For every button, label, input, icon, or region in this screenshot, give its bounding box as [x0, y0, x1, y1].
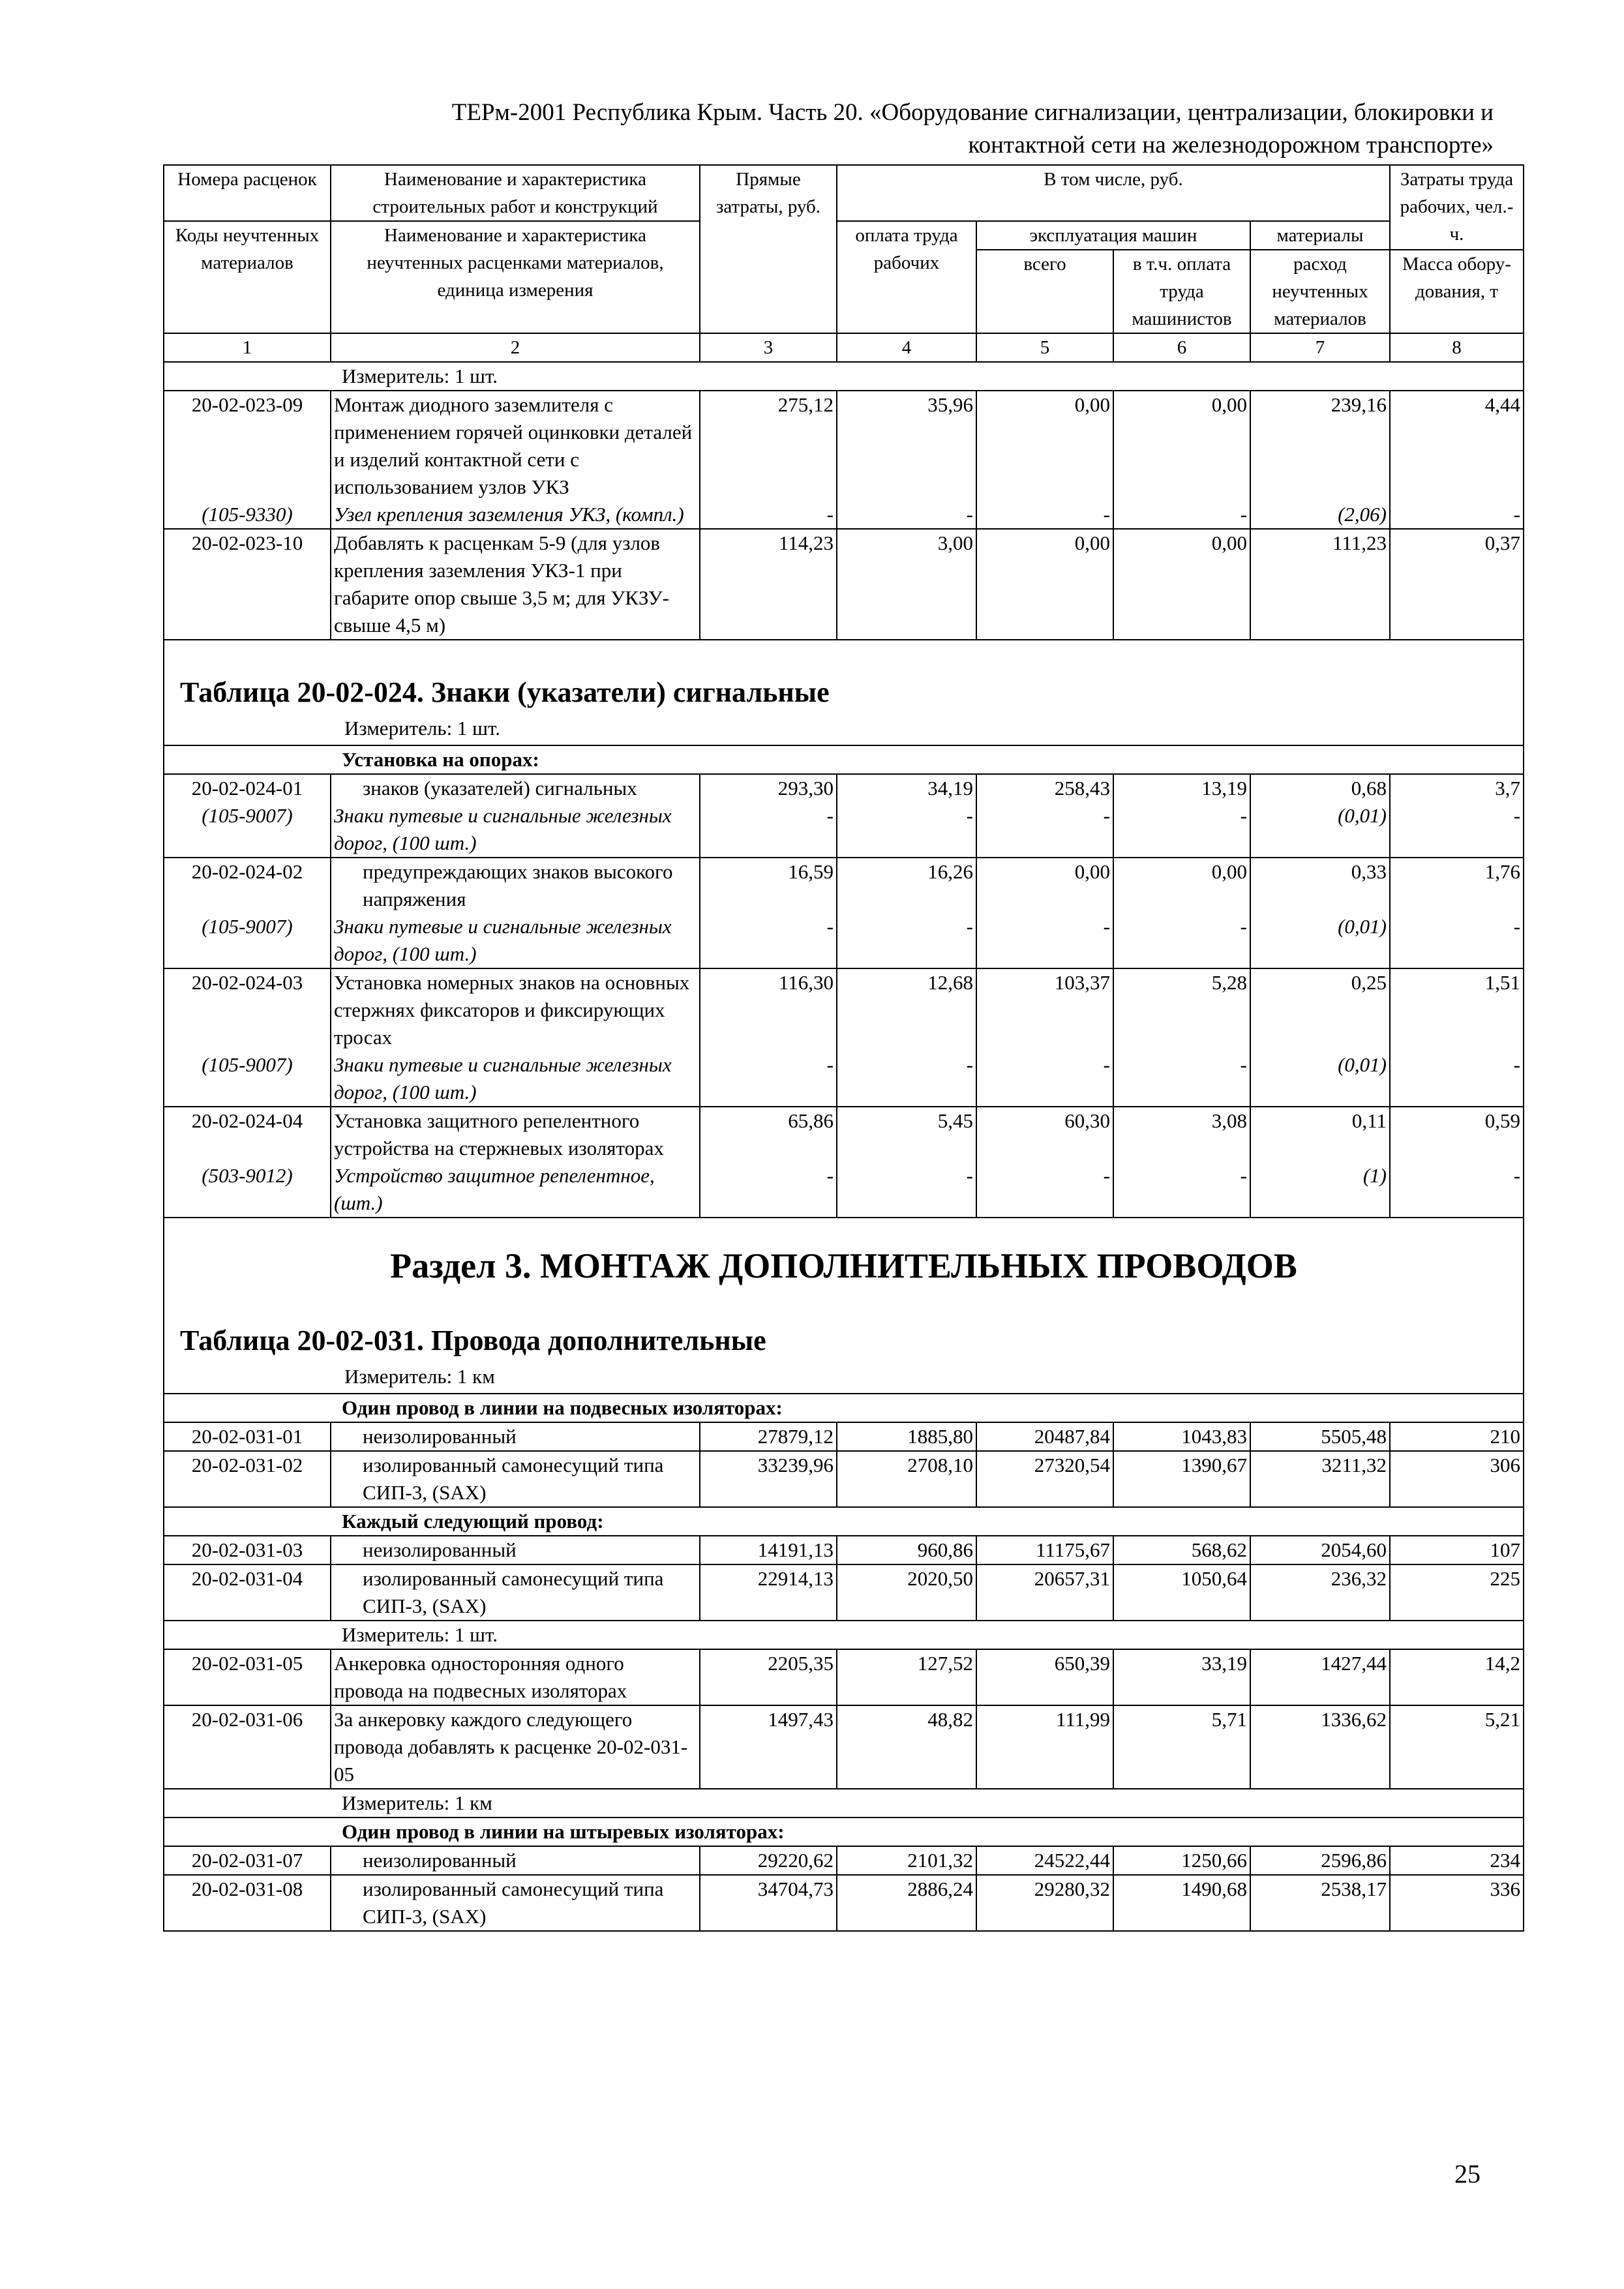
value-cell: 0,00 [1113, 858, 1250, 913]
value-cell: 2205,35 [700, 1649, 837, 1705]
value-cell: - [976, 913, 1113, 968]
table-24-title: Таблица 20-02-024. Знаки (указатели) сигнальные [180, 676, 830, 708]
value-cell: - [700, 1051, 837, 1107]
value-cell: 16,59 [700, 858, 837, 913]
col-number: 6 [1113, 333, 1250, 362]
value-cell: 27320,54 [976, 1451, 1113, 1507]
value-cell: 22914,13 [700, 1564, 837, 1621]
value-cell: 258,43 [976, 774, 1113, 802]
rate-name: неизолированный [331, 1422, 700, 1451]
value-cell: 1336,62 [1250, 1705, 1390, 1789]
section-3-title: Раздел 3. МОНТАЖ ДОПОЛНИТЕЛЬНЫХ ПРОВОДОВ [390, 1246, 1297, 1285]
value-cell: 12,68 [837, 968, 976, 1051]
value-cell: 5,45 [837, 1107, 976, 1162]
value-cell: 127,52 [837, 1649, 976, 1705]
col-header-material-codes: Коды неучтенных материалов [164, 221, 331, 333]
value-cell: 65,86 [700, 1107, 837, 1162]
value-cell: 1250,66 [1113, 1846, 1250, 1875]
value-cell: 234 [1390, 1846, 1524, 1875]
rate-name: Добавлять к расценкам 5-9 (для узлов крепления заземления УКЗ-1 при габарите опор свыше 3,5 м; для УКЗУ-свыше 4,5 м) [331, 529, 700, 640]
section-title-cell [164, 1218, 1524, 1394]
value-cell: 14,2 [1390, 1649, 1524, 1705]
material-code: (105-9007) [164, 1051, 331, 1107]
value-cell: 0,68 [1250, 774, 1390, 802]
rate-name: Монтаж диодного заземлителя с применением горячей оцинковки деталей и изделий контактной сети с использованием узлов УКЗ [331, 391, 700, 501]
value-cell: 1427,44 [1250, 1649, 1390, 1705]
col-number: 4 [837, 333, 976, 362]
value-cell: 3211,32 [1250, 1451, 1390, 1507]
rate-code: 20-02-031-08 [164, 1875, 331, 1931]
value-cell: 27879,12 [700, 1422, 837, 1451]
rate-name: Анкеровка односторонняя одного провода на подвесных изоляторах [331, 1649, 700, 1705]
value-cell: 275,12 [700, 391, 837, 501]
value-cell: 1,51 [1390, 968, 1524, 1051]
value-cell: (2,06) [1250, 501, 1390, 529]
value-cell: - [1390, 913, 1524, 968]
col-header-machinist-pay: в т.ч. оплата труда машинистов [1113, 250, 1250, 333]
col-number: 5 [976, 333, 1113, 362]
col-header-machine-operation: эксплуатация машин [976, 221, 1250, 250]
value-cell: 107 [1390, 1536, 1524, 1564]
rate-code: 20-02-024-02 [164, 858, 331, 913]
rate-code: 20-02-031-05 [164, 1649, 331, 1705]
material-name: Знаки путевые и сигнальные железных дорог, (100 шт.) [331, 802, 700, 858]
table-31-title: Таблица 20-02-031. Провода дополнительные [180, 1324, 766, 1356]
rate-name: изолированный самонесущий типа СИП-3, (SAX) [331, 1451, 700, 1507]
rate-code: 20-02-031-07 [164, 1846, 331, 1875]
rate-name: знаков (указателей) сигнальных [331, 774, 700, 802]
value-cell: - [1113, 1051, 1250, 1107]
group-heading: Каждый следующий провод: [164, 1507, 1524, 1536]
col-number: 1 [164, 333, 331, 362]
value-cell: 111,23 [1250, 529, 1390, 640]
rate-code: 20-02-024-03 [164, 968, 331, 1051]
value-cell: 960,86 [837, 1536, 976, 1564]
rate-name: изолированный самонесущий типа СИП-3, (SAX) [331, 1875, 700, 1931]
rate-code: 20-02-024-01 [164, 774, 331, 802]
value-cell: - [976, 1051, 1113, 1107]
group-heading: Один провод в линии на подвесных изоляторах: [164, 1394, 1524, 1422]
value-cell: 306 [1390, 1451, 1524, 1507]
value-cell: 29280,32 [976, 1875, 1113, 1931]
value-cell: 1043,83 [1113, 1422, 1250, 1451]
value-cell: 5,21 [1390, 1705, 1524, 1789]
value-cell: 5,28 [1113, 968, 1250, 1051]
value-cell: 0,00 [1113, 529, 1250, 640]
rate-name: За анкеровку каждого следующего провода добавлять к расценке 20-02-031-05 [331, 1705, 700, 1789]
col-number: 2 [331, 333, 700, 362]
value-cell: 2020,50 [837, 1564, 976, 1621]
value-cell: 33239,96 [700, 1451, 837, 1507]
rate-code: 20-02-023-10 [164, 529, 331, 640]
value-cell: 0,37 [1390, 529, 1524, 640]
value-cell: 336 [1390, 1875, 1524, 1931]
value-cell: 239,16 [1250, 391, 1390, 501]
measure-row: Измеритель: 1 км [344, 1365, 495, 1388]
measure-row: Измеритель: 1 шт. [164, 1621, 1524, 1649]
value-cell: 14191,13 [700, 1536, 837, 1564]
value-cell: - [1113, 501, 1250, 529]
value-cell: 1,76 [1390, 858, 1524, 913]
value-cell: 3,08 [1113, 1107, 1250, 1162]
value-cell: 0,25 [1250, 968, 1390, 1051]
col-header-work-name: Наименование и характеристика строительных работ и конструкций [331, 165, 700, 221]
value-cell: 0,33 [1250, 858, 1390, 913]
rate-code: 20-02-031-02 [164, 1451, 331, 1507]
value-cell: - [700, 913, 837, 968]
header-line-2: контактной сети на железнодорожном транспорте» [968, 132, 1494, 158]
value-cell: 33,19 [1113, 1649, 1250, 1705]
value-cell: - [976, 501, 1113, 529]
value-cell: 5,71 [1113, 1705, 1250, 1789]
value-cell: 1050,64 [1113, 1564, 1250, 1621]
col-number: 3 [700, 333, 837, 362]
value-cell: 2538,17 [1250, 1875, 1390, 1931]
value-cell: 103,37 [976, 968, 1113, 1051]
rate-code: 20-02-031-04 [164, 1564, 331, 1621]
value-cell: 11175,67 [976, 1536, 1113, 1564]
value-cell: - [1113, 1162, 1250, 1218]
measure-row: Измеритель: 1 шт. [164, 362, 1524, 391]
material-name: Устройство защитное репелентное, (шт.) [331, 1162, 700, 1218]
value-cell: 20657,31 [976, 1564, 1113, 1621]
value-cell: - [837, 913, 976, 968]
group-heading: Установка на опорах: [164, 745, 1524, 774]
rate-code: 20-02-031-03 [164, 1536, 331, 1564]
value-cell: 13,19 [1113, 774, 1250, 802]
value-cell: - [837, 1051, 976, 1107]
value-cell: 1390,67 [1113, 1451, 1250, 1507]
table-title-cell [164, 640, 1524, 745]
value-cell: 3,00 [837, 529, 976, 640]
value-cell: 1885,80 [837, 1422, 976, 1451]
rates-table [163, 164, 1524, 1932]
value-cell: 568,62 [1113, 1536, 1250, 1564]
value-cell: 210 [1390, 1422, 1524, 1451]
rate-code: 20-02-023-09 [164, 391, 331, 501]
value-cell: - [700, 501, 837, 529]
value-cell: - [976, 1162, 1113, 1218]
rate-name: Установка защитного репелентного устройства на стержневых изоляторах [331, 1107, 700, 1162]
material-code: (105-9007) [164, 913, 331, 968]
value-cell: 225 [1390, 1564, 1524, 1621]
material-code: (503-9012) [164, 1162, 331, 1218]
measure-row: Измеритель: 1 км [164, 1789, 1524, 1818]
running-header [300, 97, 1494, 162]
page-number: 25 [1454, 2159, 1481, 2189]
value-cell: 29220,62 [700, 1846, 837, 1875]
value-cell: 34,19 [837, 774, 976, 802]
value-cell: - [700, 802, 837, 858]
value-cell: (0,01) [1250, 913, 1390, 968]
value-cell: (0,01) [1250, 1051, 1390, 1107]
col-header-material-consumption: расход неучтенных материалов [1250, 250, 1390, 333]
col-header-including: В том числе, руб. [837, 165, 1390, 221]
rate-name: Установка номерных знаков на основных стержнях фиксаторов и фиксирующих тросах [331, 968, 700, 1051]
material-code: (105-9330) [164, 501, 331, 529]
value-cell: - [1390, 1162, 1524, 1218]
value-cell: (1) [1250, 1162, 1390, 1218]
value-cell: 5505,48 [1250, 1422, 1390, 1451]
value-cell: 4,44 [1390, 391, 1524, 501]
measure-row: Измеритель: 1 шт. [344, 717, 501, 740]
col-header-material-names: Наименование и характеристика неучтенных расценками материалов, единица измерения [331, 221, 700, 333]
value-cell: 116,30 [700, 968, 837, 1051]
value-cell: 0,11 [1250, 1107, 1390, 1162]
rate-name: предупреждающих знаков высокого напряжения [331, 858, 700, 913]
value-cell: 16,26 [837, 858, 976, 913]
value-cell: - [1390, 501, 1524, 529]
value-cell: - [1390, 802, 1524, 858]
value-cell: 1490,68 [1113, 1875, 1250, 1931]
value-cell: 293,30 [700, 774, 837, 802]
value-cell: - [700, 1162, 837, 1218]
rate-name: неизолированный [331, 1536, 700, 1564]
value-cell: - [1390, 1051, 1524, 1107]
col-number: 7 [1250, 333, 1390, 362]
value-cell: - [837, 802, 976, 858]
col-header-labor-costs: Затраты труда рабочих, чел.-ч. [1390, 165, 1524, 250]
material-name: Узел крепления заземления УКЗ, (компл.) [331, 501, 700, 529]
rate-name: изолированный самонесущий типа СИП-3, (SAX) [331, 1564, 700, 1621]
rate-code: 20-02-024-04 [164, 1107, 331, 1162]
value-cell: 35,96 [837, 391, 976, 501]
rate-code: 20-02-031-01 [164, 1422, 331, 1451]
value-cell: 2054,60 [1250, 1536, 1390, 1564]
col-number: 8 [1390, 333, 1524, 362]
rate-name: неизолированный [331, 1846, 700, 1875]
material-code: (105-9007) [164, 802, 331, 858]
col-header-machines-total: всего [976, 250, 1113, 333]
value-cell: - [1113, 802, 1250, 858]
header-line-1: ТЕРм-2001 Республика Крым. Часть 20. «Оборудование сигнализации, централизации, блокировки и [451, 99, 1494, 126]
col-header-materials: материалы [1250, 221, 1390, 250]
material-name: Знаки путевые и сигнальные железных дорог, (100 шт.) [331, 1051, 700, 1107]
value-cell: 2886,24 [837, 1875, 976, 1931]
col-header-rate-numbers: Номера расценок [164, 165, 331, 221]
value-cell: - [1113, 913, 1250, 968]
value-cell: 0,59 [1390, 1107, 1524, 1162]
value-cell: 0,00 [1113, 391, 1250, 501]
value-cell: 24522,44 [976, 1846, 1113, 1875]
col-header-equipment-mass: Масса обору-дования, т [1390, 250, 1524, 333]
value-cell: - [837, 1162, 976, 1218]
value-cell: 48,82 [837, 1705, 976, 1789]
value-cell: 2596,86 [1250, 1846, 1390, 1875]
value-cell: 3,7 [1390, 774, 1524, 802]
col-header-worker-pay: оплата труда рабочих [837, 221, 976, 333]
value-cell: 0,00 [976, 858, 1113, 913]
value-cell: - [837, 501, 976, 529]
value-cell: 60,30 [976, 1107, 1113, 1162]
value-cell: (0,01) [1250, 802, 1390, 858]
value-cell: 0,00 [976, 391, 1113, 501]
value-cell: 650,39 [976, 1649, 1113, 1705]
material-name: Знаки путевые и сигнальные железных дорог, (100 шт.) [331, 913, 700, 968]
value-cell: 2101,32 [837, 1846, 976, 1875]
value-cell: 1497,43 [700, 1705, 837, 1789]
col-header-direct-costs: Прямые затраты, руб. [700, 165, 837, 333]
value-cell: 0,00 [976, 529, 1113, 640]
group-heading: Один провод в линии на штыревых изоляторах: [164, 1818, 1524, 1846]
value-cell: 2708,10 [837, 1451, 976, 1507]
value-cell: 111,99 [976, 1705, 1113, 1789]
value-cell: 236,32 [1250, 1564, 1390, 1621]
value-cell: 20487,84 [976, 1422, 1113, 1451]
value-cell: 114,23 [700, 529, 837, 640]
value-cell: 34704,73 [700, 1875, 837, 1931]
rate-code: 20-02-031-06 [164, 1705, 331, 1789]
value-cell: - [976, 802, 1113, 858]
